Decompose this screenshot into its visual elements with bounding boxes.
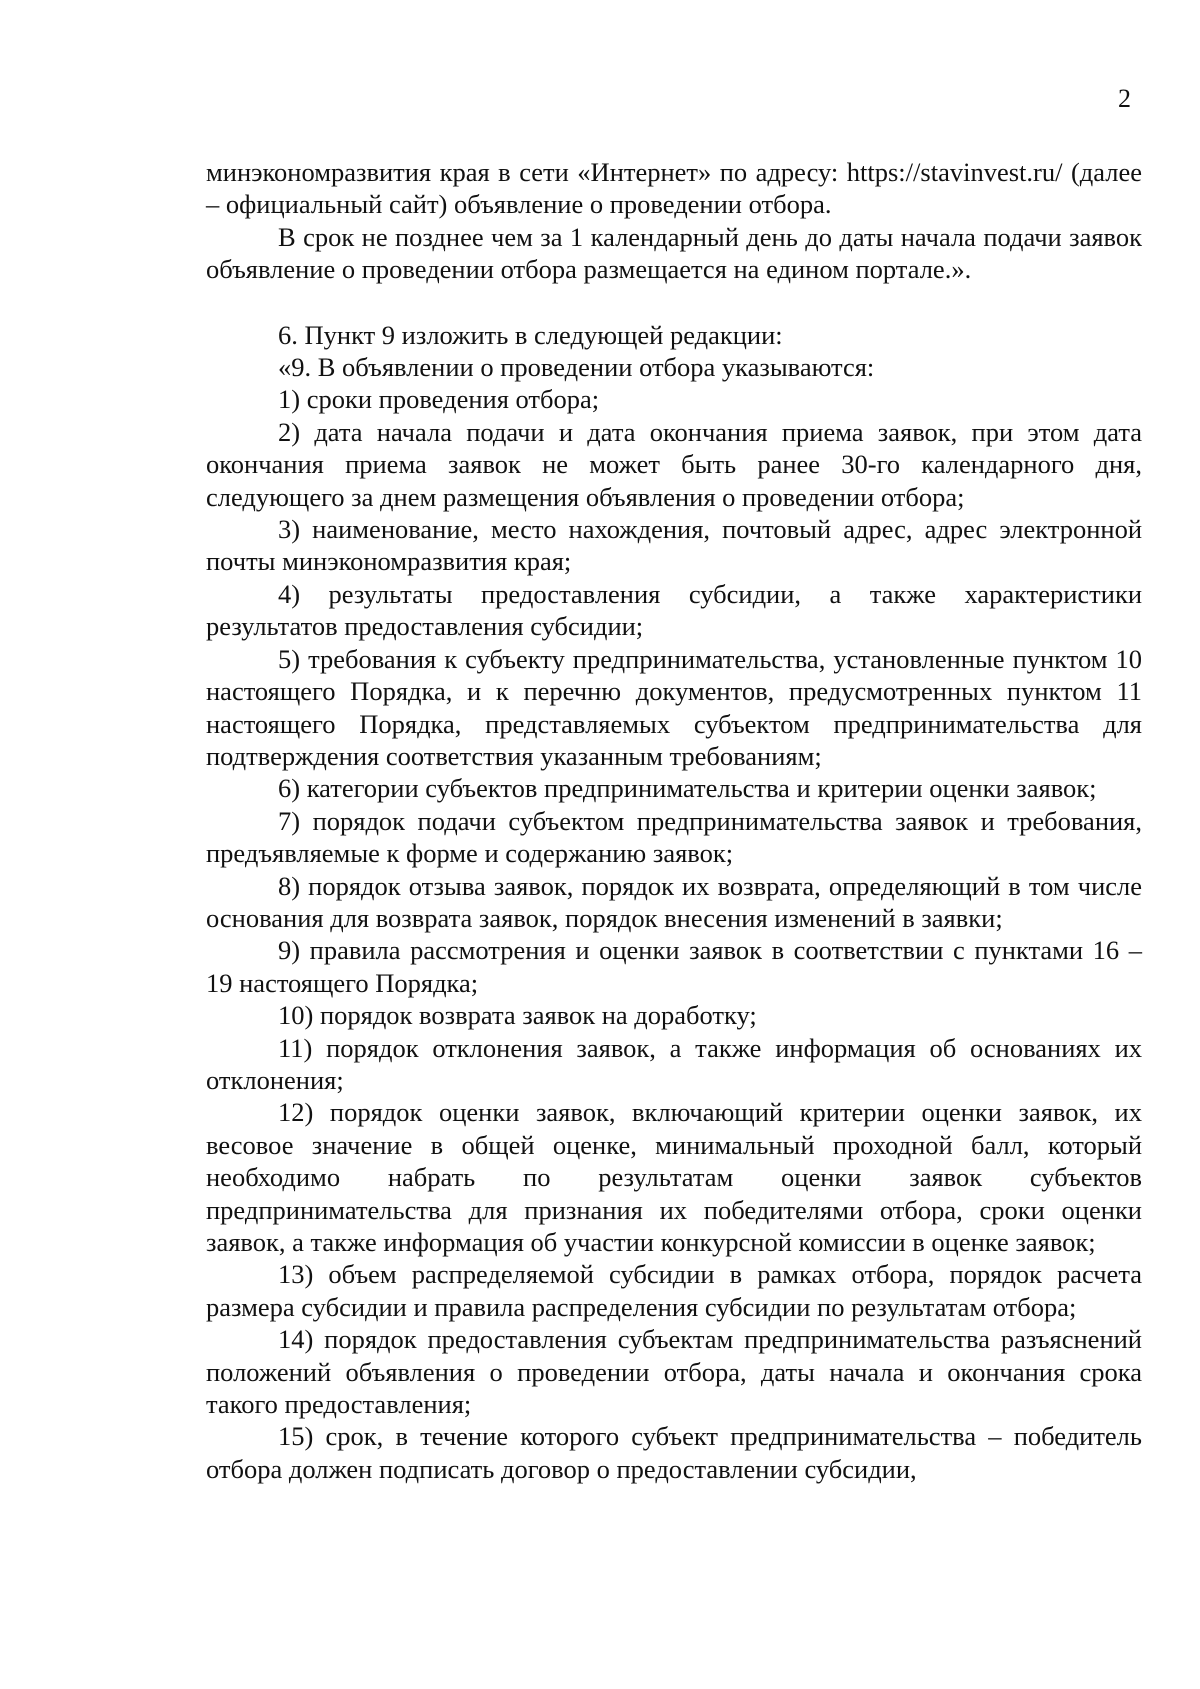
list-item: 6) категории субъектов предпринимательства и критерии оценки заявок; bbox=[278, 773, 1097, 804]
paragraph: В срок не позднее чем за 1 календарный день до даты начала подачи заявок объявление о проведении отбора размещается на едином портале.». bbox=[206, 221, 1142, 285]
list-item: 5) требования к субъекту предпринимательства, установленные пунктом 10 настоящего Порядка, и к перечню документов, предусмотренных пунктом 11 настоящего Порядка, представляемых субъектом предпринимательства для подтверждения соответствия указанным требованиям; bbox=[206, 643, 1142, 771]
document-body bbox=[206, 156, 1142, 1485]
list-item: 9) правила рассмотрения и оценки заявок в соответствии с пунктами 16 – 19 настоящего Порядка; bbox=[206, 935, 1142, 998]
list-item: 3) наименование, место нахождения, почтовый адрес, адрес электронной почты минэкономразвития края; bbox=[206, 514, 1142, 577]
list-item: 13) объем распределяемой субсидии в рамках отбора, порядок расчета размера субсидии и правила распределения субсидии по результатам отбора; bbox=[206, 1259, 1142, 1322]
list-item: 4) результаты предоставления субсидии, а также характеристики результатов предоставления субсидии; bbox=[206, 578, 1142, 642]
list-item: 15) срок, в течение которого субъект предпринимательства – победитель отбора должен подписать договор о предоставлении субсидии, bbox=[206, 1421, 1142, 1484]
amendment-heading: 6. Пункт 9 изложить в следующей редакции: bbox=[278, 319, 783, 350]
page-number: 2 bbox=[1118, 84, 1131, 113]
clause-heading: «9. В объявлении о проведении отбора указываются: bbox=[278, 352, 875, 383]
list-item: 7) порядок подачи субъектом предпринимательства заявок и требования, предъявляемые к форме и содержанию заявок; bbox=[206, 805, 1142, 869]
list-item: 12) порядок оценки заявок, включающий критерии оценки заявок, их весовое значение в общей оценке, минимальный проходной балл, который необходимо набрать по результатам оценки заявок субъектов предпринимательства для признания их победителями отбора, сроки оценки заявок, а также информация об участии конкурсной комиссии в оценке заявок; bbox=[206, 1097, 1142, 1257]
list-item: 8) порядок отзыва заявок, порядок их возврата, определяющий в том числе основания для возврата заявок, порядок внесения изменений в заявки; bbox=[206, 870, 1142, 933]
list-item: 10) порядок возврата заявок на доработку; bbox=[278, 1000, 757, 1031]
list-item: 14) порядок предоставления субъектам предпринимательства разъяснений положений объявления о проведении отбора, даты начала и окончания срока такого предоставления; bbox=[206, 1324, 1142, 1420]
list-item: 2) дата начала подачи и дата окончания приема заявок, при этом дата окончания приема заявок не может быть ранее 30-го календарного дня, следующего за днем размещения объявления о проведении отбора; bbox=[206, 416, 1142, 512]
list-item: 1) сроки проведения отбора; bbox=[278, 384, 600, 415]
paragraph-continuation: минэкономразвития края в сети «Интернет» по адресу: https://stavinvest.ru/ (далее – официальный сайт) объявление о проведении отбора. bbox=[206, 157, 1142, 220]
list-item: 11) порядок отклонения заявок, а также информация об основаниях их отклонения; bbox=[206, 1032, 1142, 1095]
